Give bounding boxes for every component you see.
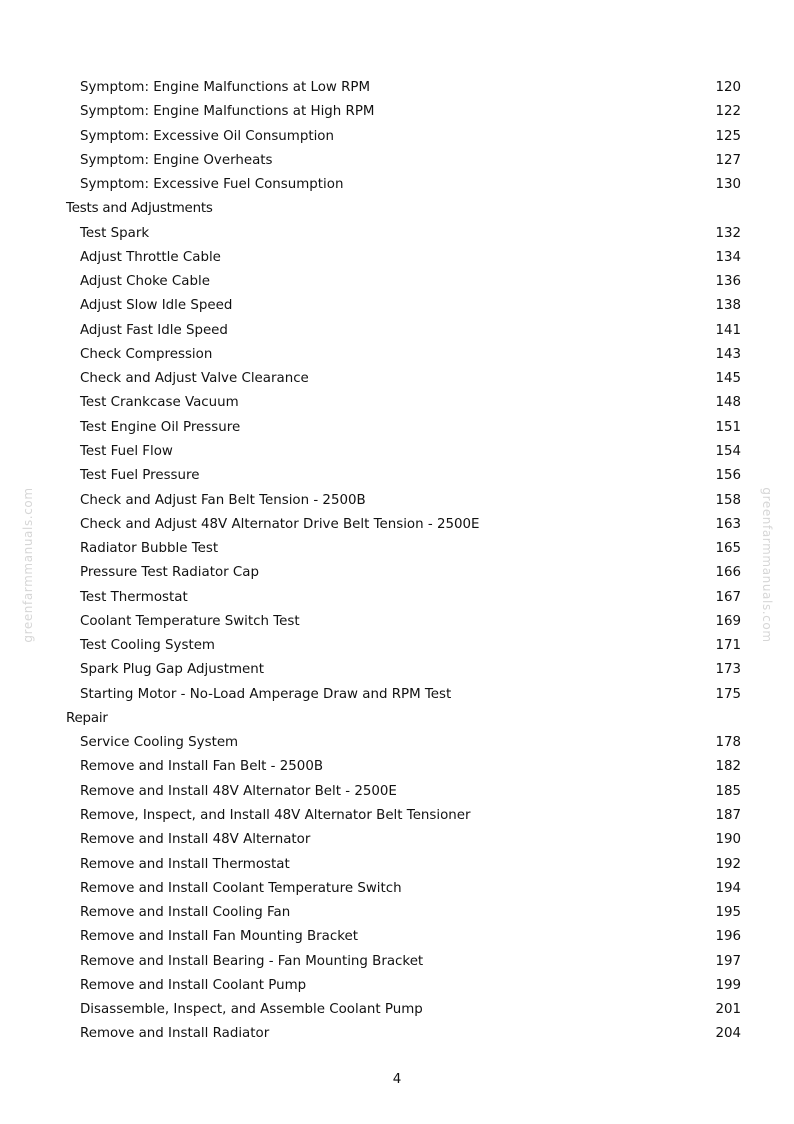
toc-entry-page-number: 194	[715, 880, 741, 896]
toc-entry[interactable]	[0, 974, 794, 998]
toc-entry-page-number: 148	[715, 395, 741, 411]
toc-entry-page-number: 127	[715, 152, 741, 168]
watermark-right: greenfarmmanuals.com	[760, 487, 774, 643]
toc-entry[interactable]	[0, 464, 794, 488]
toc-entry-page-number: 187	[715, 807, 741, 823]
toc-entry[interactable]	[0, 950, 794, 974]
toc-entry-page-number: 201	[715, 1002, 741, 1018]
toc-entry-title: Remove and Install Thermostat	[80, 856, 290, 872]
toc-entry-title: Remove, Inspect, and Install 48V Alternator Belt Tensioner	[80, 807, 471, 823]
toc-entry[interactable]	[0, 100, 794, 124]
toc-entry-page-number: 197	[715, 953, 741, 969]
toc-entry-page-number: 141	[715, 322, 741, 338]
toc-entry[interactable]	[0, 149, 794, 173]
toc-entry-title: Remove and Install Bearing - Fan Mounting Bracket	[80, 953, 424, 969]
toc-entry-title: Remove and Install Fan Mounting Bracket	[80, 929, 358, 945]
toc-entry-title: Symptom: Engine Malfunctions at Low RPM	[80, 80, 371, 95]
toc-entry[interactable]	[0, 440, 794, 464]
toc-entry[interactable]	[0, 294, 794, 318]
toc-entry-title: Test Fuel Flow	[80, 443, 173, 459]
page-number: 4	[392, 1072, 402, 1087]
toc-entry[interactable]	[0, 343, 794, 367]
toc-entry-page-number: 125	[715, 128, 741, 144]
toc-entry[interactable]	[0, 731, 794, 755]
toc-entry-page-number: 143	[715, 346, 741, 362]
toc-entry-title: Test Crankcase Vacuum	[80, 395, 239, 411]
toc-entry-title: Test Spark	[80, 225, 150, 241]
toc-entry-title: Test Thermostat	[80, 589, 188, 605]
toc-entry[interactable]	[0, 513, 794, 537]
toc-entry-page-number: 182	[715, 759, 741, 775]
toc-entry-page-number: 175	[715, 686, 741, 702]
toc-entry-title: Test Fuel Pressure	[80, 468, 200, 484]
toc-entry-page-number: 173	[715, 662, 741, 678]
toc-entry-page-number: 165	[715, 541, 741, 557]
toc-entry-title: Symptom: Excessive Oil Consumption	[80, 128, 334, 144]
toc-entry-title: Radiator Bubble Test	[80, 541, 219, 557]
toc-entry-title: Remove and Install Coolant Pump	[80, 977, 307, 993]
watermark-left: greenfarmmanuals.com	[21, 487, 35, 643]
toc-entry-title: Check and Adjust Valve Clearance	[80, 371, 309, 387]
toc-entry-title: Remove and Install 48V Alternator	[80, 832, 311, 848]
toc-entry[interactable]	[0, 561, 794, 585]
toc-entry[interactable]	[0, 319, 794, 343]
toc-entry-page-number: 171	[715, 638, 741, 654]
toc-entry-page-number: 167	[715, 589, 741, 605]
toc-entry-page-number: 196	[715, 929, 741, 945]
toc-entry-title: Remove and Install Fan Belt - 2500B	[80, 759, 324, 775]
toc-section-heading	[0, 707, 794, 731]
section-heading-title: Tests and Adjustments	[66, 201, 213, 217]
toc-entry-page-number: 163	[715, 516, 741, 532]
toc-entry[interactable]	[0, 998, 794, 1022]
toc-entry-title: Symptom: Engine Malfunctions at High RPM	[80, 104, 375, 120]
toc-entry-page-number: 192	[715, 856, 741, 872]
toc-entry-title: Adjust Slow Idle Speed	[80, 298, 233, 314]
toc-entry-title: Coolant Temperature Switch Test	[80, 613, 300, 629]
toc-entry[interactable]	[0, 610, 794, 634]
toc-entry-title: Adjust Fast Idle Speed	[80, 322, 228, 338]
toc-entry[interactable]	[0, 76, 794, 100]
toc-entry[interactable]	[0, 270, 794, 294]
toc-entry-title: Pressure Test Radiator Cap	[80, 565, 259, 581]
toc-entry-page-number: 151	[715, 419, 741, 435]
toc-entry[interactable]	[0, 780, 794, 804]
toc-entry-title: Remove and Install Cooling Fan	[80, 905, 291, 921]
toc-entry-page-number: 199	[715, 977, 741, 993]
toc-entry-title: Symptom: Engine Overheats	[80, 152, 273, 168]
toc-entry[interactable]	[0, 416, 794, 440]
toc-entry[interactable]	[0, 901, 794, 925]
toc-entry-title: Check Compression	[80, 346, 213, 362]
toc-entry[interactable]	[0, 173, 794, 197]
toc-entry-page-number: 122	[715, 104, 741, 120]
toc-entry[interactable]	[0, 246, 794, 270]
toc-entry-title: Starting Motor - No-Load Amperage Draw and RPM Test	[80, 686, 452, 702]
toc-entry[interactable]	[0, 125, 794, 149]
toc-entry-title: Remove and Install 48V Alternator Belt - 2500E	[80, 783, 397, 799]
toc-entry-page-number: 138	[715, 298, 741, 314]
toc-entry[interactable]	[0, 804, 794, 828]
toc-entry-title: Test Cooling System	[80, 638, 215, 654]
toc-entry[interactable]	[0, 755, 794, 779]
toc-entry-page-number: 195	[715, 905, 741, 921]
toc-entry-page-number: 156	[715, 468, 741, 484]
toc-entry-page-number: 178	[715, 735, 741, 751]
toc-entry-page-number: 169	[715, 613, 741, 629]
toc-entry[interactable]	[0, 391, 794, 415]
toc-entry[interactable]	[0, 853, 794, 877]
toc-entry-page-number: 154	[715, 443, 741, 459]
toc-entry-title: Disassemble, Inspect, and Assemble Coolant Pump	[80, 1002, 423, 1018]
toc-entry[interactable]	[0, 537, 794, 561]
toc-entry-page-number: 145	[715, 371, 741, 387]
toc-entry-page-number: 134	[715, 249, 741, 265]
toc-entry[interactable]	[0, 1022, 794, 1046]
toc-section-heading	[0, 197, 794, 221]
toc-entry-title: Check and Adjust Fan Belt Tension - 2500B	[80, 492, 366, 508]
toc-entry[interactable]	[0, 828, 794, 852]
toc-entry[interactable]	[0, 489, 794, 513]
toc-entry[interactable]	[0, 658, 794, 682]
toc-entry[interactable]	[0, 683, 794, 707]
toc-entry-title: Remove and Install Coolant Temperature Switch	[80, 880, 402, 896]
toc-entry-page-number: 190	[715, 832, 741, 848]
toc-entry[interactable]	[0, 634, 794, 658]
toc-entry-title: Symptom: Excessive Fuel Consumption	[80, 177, 344, 193]
toc-entry-page-number: 158	[715, 492, 741, 508]
section-heading-title: Repair	[66, 710, 108, 726]
toc-entry-title: Adjust Throttle Cable	[80, 249, 221, 265]
toc-entry[interactable]	[0, 367, 794, 391]
toc-entry[interactable]	[0, 925, 794, 949]
toc-entry[interactable]	[0, 877, 794, 901]
toc-entry[interactable]	[0, 586, 794, 610]
toc-entry-title: Service Cooling System	[80, 735, 239, 751]
toc-entry-page-number: 166	[715, 565, 741, 581]
toc-entry-title: Test Engine Oil Pressure	[80, 419, 241, 435]
toc-entry-title: Check and Adjust 48V Alternator Drive Belt Tension - 2500E	[80, 516, 480, 532]
toc-entry-title: Adjust Choke Cable	[80, 274, 210, 290]
toc-entry[interactable]	[0, 222, 794, 246]
table-of-contents	[0, 76, 794, 1047]
toc-entry-page-number: 132	[715, 225, 741, 241]
toc-entry-title: Spark Plug Gap Adjustment	[80, 662, 264, 678]
toc-entry-title: Remove and Install Radiator	[80, 1026, 270, 1042]
toc-entry-page-number: 185	[715, 783, 741, 799]
toc-entry-page-number: 204	[715, 1026, 741, 1042]
toc-entry-page-number: 120	[715, 80, 741, 95]
toc-entry-page-number: 136	[715, 274, 741, 290]
toc-entry-page-number: 130	[715, 177, 741, 193]
